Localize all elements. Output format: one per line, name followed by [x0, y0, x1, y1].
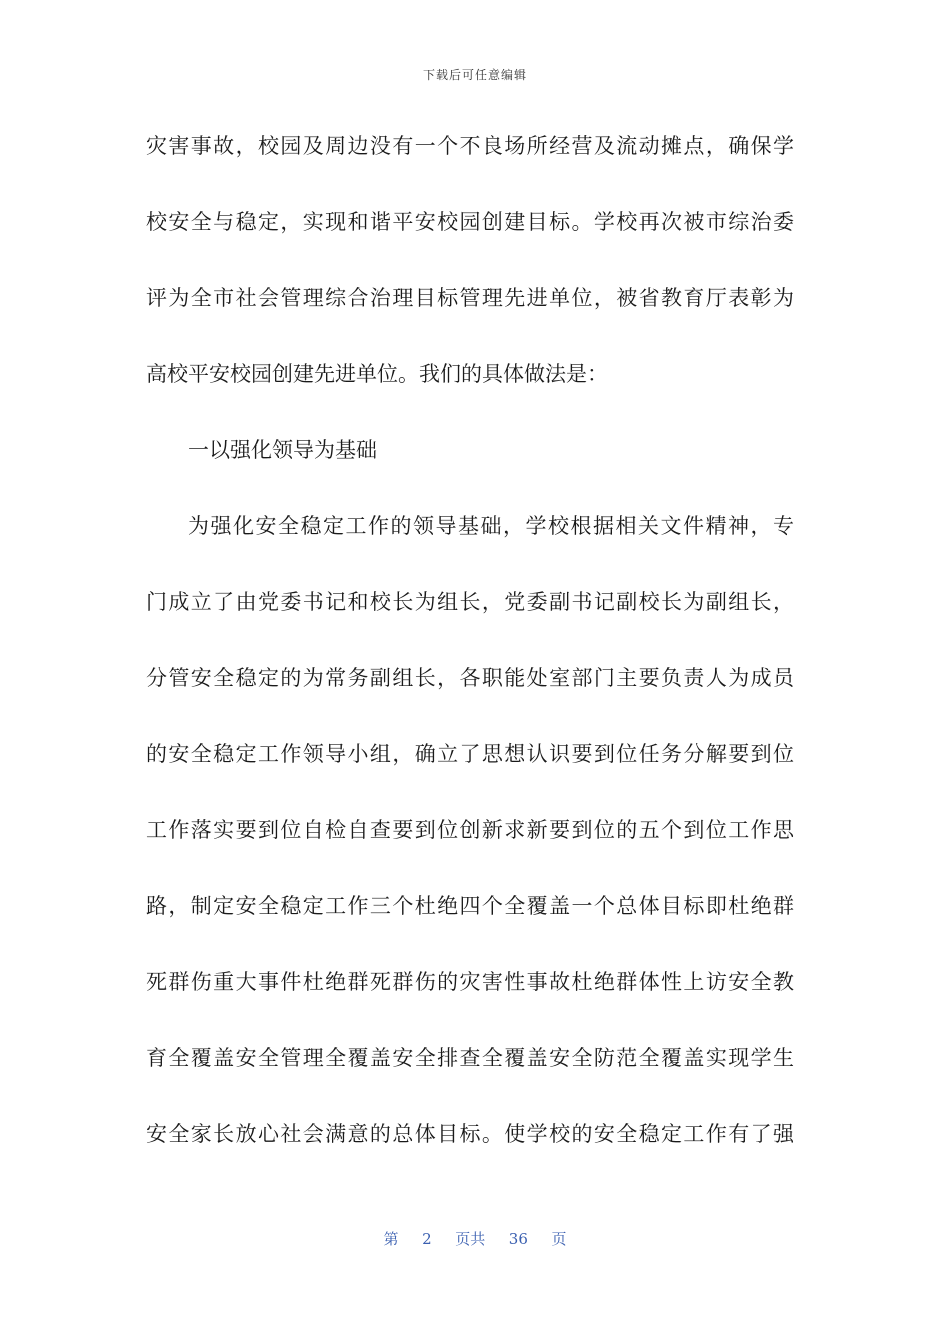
text-line: 灾害事故，校园及周边没有一个不良场所经营及流动摊点，确保学	[146, 134, 794, 158]
text-line: 路，制定安全稳定工作三个杜绝四个全覆盖一个总体目标即杜绝群	[146, 894, 794, 918]
section-heading: 一以强化领导为基础	[188, 438, 377, 462]
text-line: 育全覆盖安全管理全覆盖安全排查全覆盖安全防范全覆盖实现学生	[146, 1046, 794, 1070]
text-line: 安全家长放心社会满意的总体目标。使学校的安全稳定工作有了强	[146, 1122, 794, 1146]
current-page-number: 2	[422, 1230, 432, 1248]
document-body	[146, 124, 794, 1188]
page-header: 下载后可任意编辑	[422, 68, 527, 82]
text-line: 评为全市社会管理综合治理目标管理先进单位，被省教育厅表彰为	[146, 286, 794, 310]
text-line: 死群伤重大事件杜绝群死群伤的灾害性事故杜绝群体性上访安全教	[146, 970, 794, 994]
text-line: 分管安全稳定的为常务副组长，各职能处室部门主要负责人为成员	[146, 666, 794, 690]
text-line: 门成立了由党委书记和校长为组长，党委副书记副校长为副组长，	[146, 590, 794, 614]
footer-label-total: 页共	[455, 1230, 486, 1248]
total-pages-number: 36	[508, 1230, 528, 1248]
text-line: 工作落实要到位自检自查要到位创新求新要到位的五个到位工作思	[146, 818, 794, 842]
text-line: 的安全稳定工作领导小组，确立了思想认识要到位任务分解要到位	[146, 742, 794, 766]
page-footer	[0, 1228, 950, 1249]
text-line: 为强化安全稳定工作的领导基础，学校根据相关文件精神，专	[188, 514, 794, 538]
footer-label-end: 页	[551, 1230, 567, 1248]
text-line: 高校平安校园创建先进单位。我们的具体做法是：	[146, 362, 608, 386]
text-line: 校安全与稳定，实现和谐平安校园创建目标。学校再次被市综治委	[146, 210, 794, 234]
footer-label-page: 第	[383, 1230, 399, 1248]
